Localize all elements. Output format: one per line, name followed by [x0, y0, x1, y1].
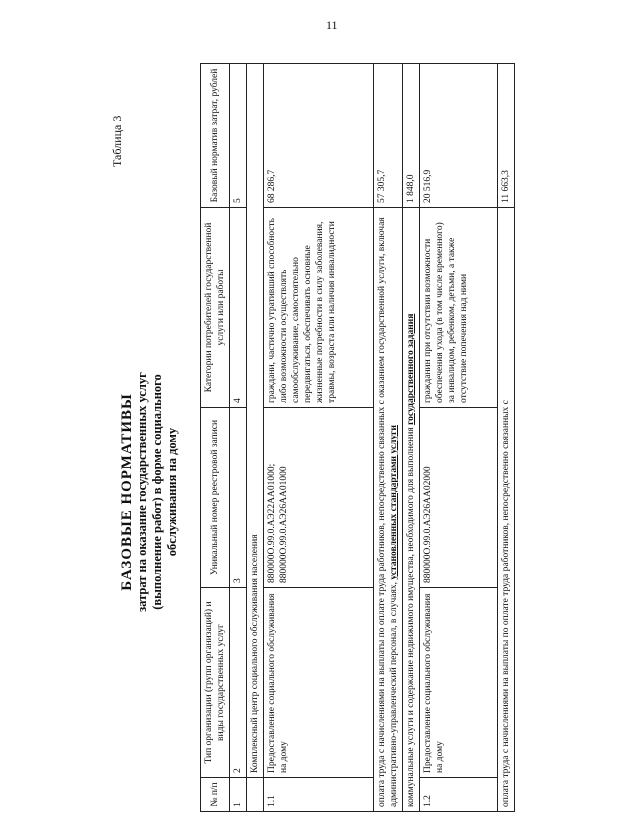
- row-number: 1.2: [420, 778, 498, 812]
- column-number: 4: [230, 208, 247, 408]
- table-row: [420, 64, 498, 812]
- cost-item-value: 11 663,3: [498, 64, 515, 208]
- cost-item-row: [498, 64, 515, 812]
- section-row: [247, 64, 264, 812]
- header-number: № п/п: [201, 778, 230, 812]
- section-cell-empty: [247, 778, 264, 812]
- rotated-page-content: [100, 52, 620, 812]
- base-norm-value: 20 516,9: [420, 64, 498, 208]
- utilities-label-b: государственного задания: [406, 313, 416, 425]
- service-name: Предоставление социального обслуживания на дому: [264, 588, 374, 778]
- consumer-category: гражданин при отсутствии возможности обеспечения ухода (в том числе временного) за инвалидом, ребенком, детьми, а также отсутствие попечения над ними: [420, 208, 498, 408]
- cost-item-label: [374, 208, 403, 812]
- utilities-label-a: коммунальные услуги и содержание недвижимого имущества, необходимого для выполнения: [406, 427, 416, 807]
- heading-line-2: (выполнение работ) в форме социального: [150, 374, 164, 610]
- column-number-row: [230, 64, 247, 812]
- norms-table: [200, 63, 515, 812]
- column-number: 5: [230, 64, 247, 208]
- column-number: 3: [230, 408, 247, 588]
- heading-title: БАЗОВЫЕ НОРМАТИВЫ: [119, 393, 135, 591]
- cost-item-value: 1 848,0: [403, 64, 420, 208]
- cost-item-label: оплата труда с начислениями на выплаты по оплате труда работников, непосредственно связанных с: [498, 208, 515, 812]
- salary-label-a: оплата труда с начислениями на выплаты по оплате труда работников, непосредственно связанных с оказанием государственной услуги, включая административно-управленческий персонал, в случаях,: [377, 217, 399, 807]
- section-title: Комплексный центр социального обслуживания населения: [247, 64, 264, 778]
- registry-number: 880000О.99.0.АЭ22АА01000; 880000О.99.0.АЭ26АА01000: [264, 408, 374, 588]
- header-base-norm: Базовый норматив затрат, рублей: [201, 64, 230, 208]
- service-name: Предоставление социального обслуживания на дому: [420, 588, 498, 778]
- header-service-type: Тип организации (групп организаций) и виды государственных услуг: [201, 588, 230, 778]
- cost-item-row: [374, 64, 403, 812]
- header-row: [201, 64, 230, 812]
- cost-item-value: 57 305,7: [374, 64, 403, 208]
- header-registry-number: Уникальный номер реестровой записи: [201, 408, 230, 588]
- document-heading: [120, 212, 180, 772]
- base-norm-value: 68 286,7: [264, 64, 374, 208]
- consumer-category: граждани, частично утративший способность либо возможности осуществлять самообслуживание, самостоятельно передвигаться, обеспечивать основные жизненные потребности в силу заболевания, травмы, возраста или наличия инвалидности: [264, 208, 374, 408]
- cost-item-row: [403, 64, 420, 812]
- heading-line-1: затрат на оказание государственных услуг: [135, 372, 149, 612]
- column-number: 2: [230, 588, 247, 778]
- heading-line-3: обслуживания на дому: [165, 427, 179, 557]
- table-label: Таблица 3: [110, 115, 124, 167]
- registry-number: 880000О.99.0.АЭ26АА02000: [420, 408, 498, 588]
- column-number: 1: [230, 778, 247, 812]
- cost-item-label: [403, 208, 420, 812]
- header-consumer-category: Категории потребителей государственной услуги или работы: [201, 208, 230, 408]
- salary-label-b: установленных стандартами услуги: [389, 425, 399, 580]
- table-row: [264, 64, 374, 812]
- page-number: 11: [326, 18, 338, 32]
- row-number: 1.1: [264, 778, 374, 812]
